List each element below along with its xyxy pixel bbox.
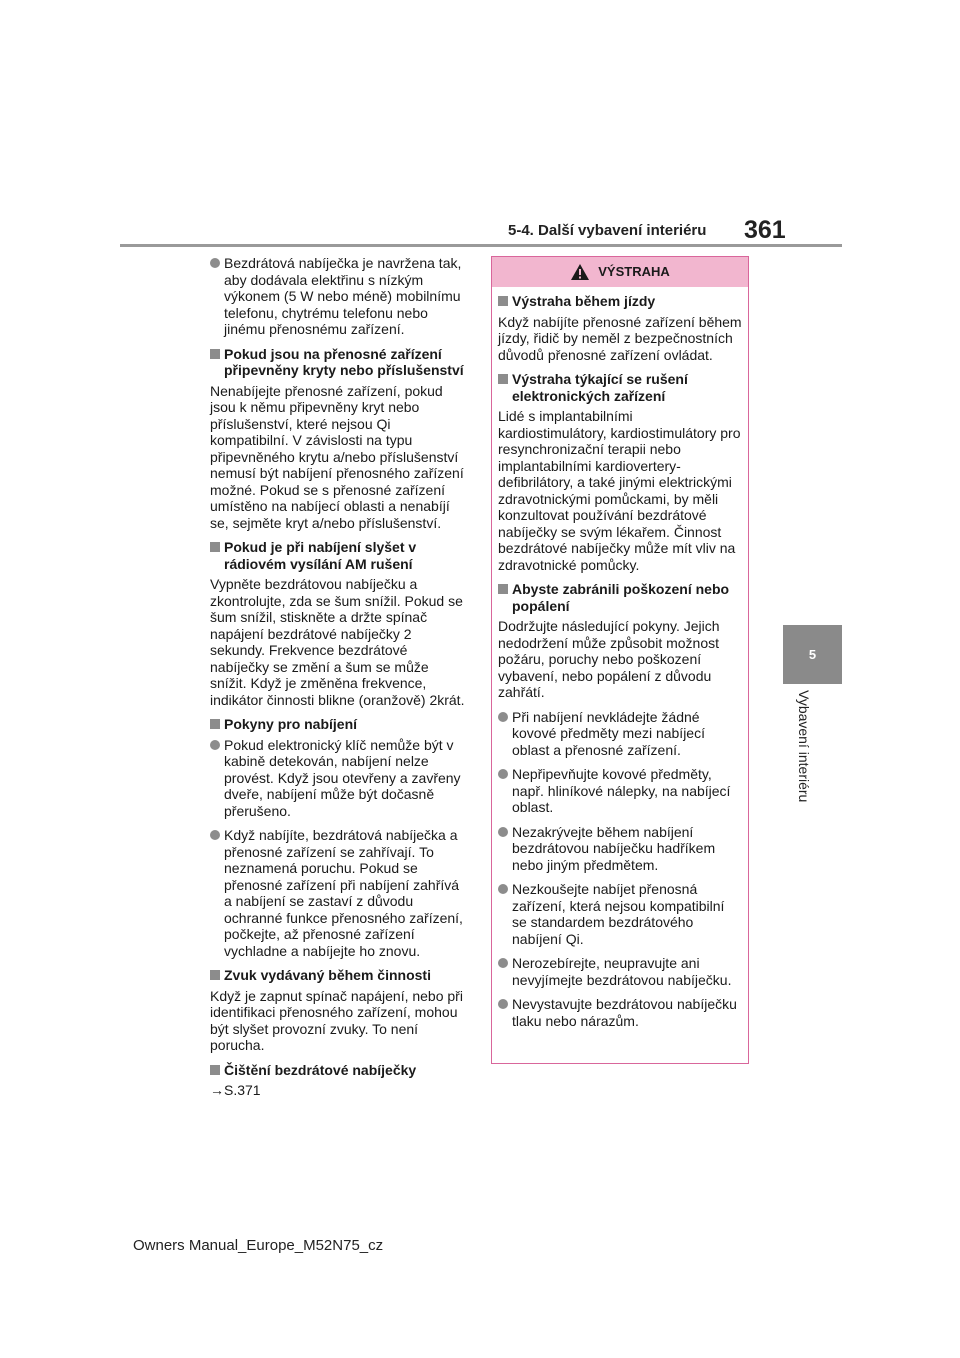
paragraph: Lidé s implantabilními kardiostimulátory, kardiostimulátory pro resynchronizační terapii nebo implantabilními kardiovertery-defibrilátory, a také jinými elektrickými zdravotnickými pomůckami, by měli konzultovat používání bezdrátové nabíječky se svým lékařem. Činnost bezdrátové nabíječky může mít vliv na zdravotnické pomůcky. [498,408,741,573]
page-number: 361 [744,216,786,244]
subheading: Výstraha týkající se rušení elektronických zařízení [498,371,742,404]
bullet-item: Bezdrátová nabíječka je navržena tak, aby dodávala elektřinu s nízkým výkonem (5 W nebo méně) mobilnímu telefonu, chytrému telefonu nebo jinému přenosnému zařízení. [210,255,467,338]
bullet-item: Nevystavujte bezdrátovou nabíječku tlaku nebo nárazům. [498,996,742,1029]
paragraph: Když je zapnut spínač napájení, nebo při identifikaci přenosného zařízení, mohou být slyšet provozní zvuky. To není porucha. [210,987,463,1053]
subheading: Výstraha během jízdy [498,293,742,310]
footer-text: Owners Manual_Europe_M52N75_cz [133,1237,384,1254]
page-reference: →S.371 [210,1082,261,1098]
bullet-item: Když nabíjíte, bezdrátová nabíječka a přenosné zařízení se zahřívají. To neznamená poruchu. Pokud se přenosné zařízení při nabíjení zahřívá a nabíjení se zastaví z důvodu ochranné funkce přenosného zařízení, počkejte, až přenosné zařízení vychladne a nabíjejte ho znovu. [210,827,467,959]
subheading: Abyste zabránili poškození nebo popálení [498,581,742,614]
chapter-tab: 5 [783,625,842,684]
bullet-item: Pokud elektronický klíč nemůže být v kabině detekován, nabíjení nelze provést. Když jsou otevřeny a zavřeny dveře, nabíjení může být dočasně přerušeno. [210,737,467,820]
subheading: Pokud jsou na přenosné zařízení připevněny kryty nebo příslušenství [210,346,467,379]
warning-box [491,256,749,1064]
subheading: Zvuk vydávaný během činnosti [210,967,467,984]
warning-header [492,257,748,287]
bullet-item: Nepřipevňujte kovové předměty, např. hliníkové nálepky, na nabíjecí oblast. [498,766,742,816]
subheading: Pokud je při nabíjení slyšet v rádiovém vysílání AM rušení [210,539,467,572]
left-column [210,255,467,1107]
paragraph: Když nabíjíte přenosné zařízení během jízdy, řidič by neměl z bezpečnostních důvodů přenosné zařízení ovládat. [498,313,742,363]
paragraph: Nenabíjejte přenosné zařízení, pokud jsou k němu připevněny kryt nebo příslušenství, které nejsou Qi kompatibilní. V závislosti na typu připevněného krytu a/nebo příslušenství nemusí být nabíjení přenosného zařízení možné. Pokud se s přenosné zařízení umístěno na nabíjecí oblasti a nenabíjí se, sejměte kryt a/nebo příslušenství. [210,382,464,531]
subheading: Čištění bezdrátové nabíječky [210,1062,467,1079]
warning-title: VÝSTRAHA [598,263,670,279]
paragraph: Vypněte bezdrátovou nabíječku a zkontrolujte, zda se šum snížil. Pokud se šum snížil, stiskněte a držte spínač napájení bezdrátové nabíječky 2 sekundy. Frekvence bezdrátové nabíječky se změní a šum se může snížit. Když je změněna frekvence, indikátor činnosti blikne (oranžově) 2krát. [210,576,465,708]
bullet-item: Nezakrývejte během nabíjení bezdrátovou nabíječku hadříkem nebo jiným předmětem. [498,824,742,874]
header-divider [120,244,842,247]
subheading: Pokyny pro nabíjení [210,716,467,733]
bullet-item: Při nabíjení nevkládejte žádné kovové předměty mezi nabíjecí oblast a přenosné zařízení. [498,709,742,759]
chapter-label: Vybavení interiéru [796,690,812,803]
section-title: 5-4. Další vybavení interiéru [508,222,707,239]
bullet-item: Nerozebírejte, neupravujte ani nevyjímejte bezdrátovou nabíječku. [498,955,742,988]
warning-triangle-icon [570,263,590,281]
warning-body [492,287,748,1029]
paragraph: Dodržujte následující pokyny. Jejich nedodržení může způsobit možnost požáru, poruchy nebo poškození vybavení, nebo popálení z důvodu zahřátí. [498,618,720,700]
bullet-item: Nezkoušejte nabíjet přenosná zařízení, která nejsou kompatibilní se standardem bezdrátového nabíjení Qi. [498,881,742,947]
